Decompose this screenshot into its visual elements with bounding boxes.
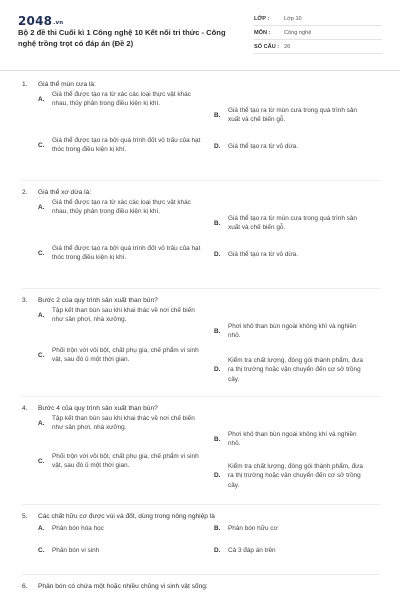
answer-option-a[interactable]: [38, 198, 207, 217]
question-stem: [22, 296, 382, 305]
option-text: Phân bón vi sinh: [52, 547, 100, 554]
answer-option-a[interactable]: [38, 524, 207, 533]
option-text: Giá thể được tạo ra từ xác các loại thực vật khác nhau, thủy phân trong điều kiện kị khí.: [52, 91, 191, 108]
question-number: 6.: [22, 583, 28, 590]
option-text: Tập kết than bùn sau khi khai thác về nơi chế biến như sân phơi, nhà xưởng.: [52, 307, 195, 324]
answer-option-b[interactable]: [214, 214, 368, 233]
question-separator: [22, 504, 380, 505]
logo-tld: .vn: [53, 20, 64, 26]
meta-table: [254, 12, 382, 54]
meta-key: LỚP :: [254, 15, 270, 22]
option-letter: B.: [214, 111, 221, 119]
question-6: [22, 582, 382, 591]
option-letter: D.: [214, 472, 221, 480]
option-letter: B.: [214, 435, 221, 443]
meta-value: 26: [284, 43, 291, 50]
answer-option-d[interactable]: [214, 462, 368, 490]
option-letter: C.: [38, 249, 45, 257]
answer-option-b[interactable]: [214, 106, 368, 125]
question-number: 5.: [22, 513, 28, 520]
option-letter: C.: [38, 547, 45, 554]
answer-option-d[interactable]: [214, 546, 368, 555]
option-letter: A.: [38, 419, 45, 427]
answer-option-d[interactable]: [214, 142, 368, 151]
meta-row-grade: [254, 12, 382, 26]
question-stem: [22, 80, 382, 89]
option-letter: A.: [38, 95, 45, 103]
option-letter: D.: [214, 366, 221, 374]
answer-option-b[interactable]: [214, 524, 368, 533]
option-text: Giá thể được tạo ra bởi quá trình đốt vỏ trấu của hạt thóc trong điều kiện kị khí.: [52, 137, 201, 154]
option-text: Phân bón hữu cơ: [228, 525, 278, 532]
question-2: [22, 188, 382, 197]
answer-option-d[interactable]: [214, 250, 368, 259]
option-letter: D.: [214, 251, 221, 258]
question-number: 4.: [22, 405, 28, 412]
header-divider: [0, 70, 400, 71]
question-number: 1.: [22, 81, 28, 88]
option-text: Kiểm tra chất lượng, đóng gói thành phẩm, đưa ra thị trường hoặc vận chuyển đến cơ sở trồng cây.: [228, 357, 363, 383]
logo-main: 2048: [18, 14, 53, 28]
site-logo[interactable]: [18, 14, 63, 28]
question-stem: [22, 582, 382, 591]
answer-option-c[interactable]: [38, 452, 207, 471]
option-text: Giá thể được tạo ra từ xác các loại thực vật khác nhau, thủy phân trong điều kiện kị khí.: [52, 199, 191, 216]
question-5: [22, 512, 382, 521]
question-number: 3.: [22, 297, 28, 304]
option-text: Cả 3 đáp án trên: [228, 547, 276, 554]
option-letter: C.: [38, 351, 45, 359]
option-text: Phân bón hóa học: [52, 525, 104, 532]
option-text: Phơi khô than bùn ngoài không khí và nghiền nhỏ.: [228, 431, 357, 448]
question-1: [22, 80, 382, 89]
question-text: Bước 2 của quy trình sản xuất than bùn?: [38, 297, 158, 304]
question-stem: [22, 512, 382, 521]
question-separator: [22, 180, 380, 181]
meta-key: SỐ CÂU :: [254, 43, 280, 50]
question-text: Giá thể xơ dừa là:: [38, 189, 92, 196]
option-text: Giá thể tạo ra từ vỏ dừa.: [228, 143, 299, 150]
question-text: Các chất hữu cơ được vùi và đốt, dùng trong nông nghiệp là: [38, 513, 215, 520]
meta-row-subject: [254, 26, 382, 40]
answer-option-c[interactable]: [38, 546, 207, 555]
answer-option-c[interactable]: [38, 244, 207, 263]
option-letter: D.: [214, 547, 221, 554]
option-text: Giá thể được tạo ra bởi quá trình đốt vỏ trấu của hạt thóc trong điều kiện kị khí.: [52, 245, 201, 262]
option-letter: B.: [214, 219, 221, 227]
question-4: [22, 404, 382, 413]
answer-option-b[interactable]: [214, 322, 368, 341]
option-letter: A.: [38, 203, 45, 211]
answer-option-b[interactable]: [214, 430, 368, 449]
question-text: Phân bón có chứa một hoặc nhiều chủng vi sinh vật sống:: [38, 583, 208, 590]
answer-option-c[interactable]: [38, 136, 207, 155]
document-title: Bộ 2 đề thi Cuối kì 1 Công nghệ 10 Kết nối tri thức - Công nghệ trồng trọt có đáp án (Đề 2): [18, 28, 226, 48]
question-3: [22, 296, 382, 305]
question-text: Giá thể mùn cưa là:: [38, 81, 96, 88]
option-letter: B.: [214, 525, 221, 532]
option-text: Phối trộn với vôi bột, chất phụ gia, chế phẩm vi sinh vật, sau đó ủ một thời gian.: [52, 453, 199, 470]
answer-option-d[interactable]: [214, 356, 368, 384]
option-text: Phơi khô than bùn ngoài không khí và nghiền nhỏ.: [228, 323, 357, 340]
question-separator: [22, 396, 380, 397]
meta-value: Công nghệ: [284, 29, 312, 36]
option-letter: B.: [214, 327, 221, 335]
answer-option-a[interactable]: [38, 306, 207, 325]
option-letter: A.: [38, 525, 45, 532]
option-text: Tập kết than bùn sau khi khai thác về nơi chế biến như sân phơi, nhà xưởng.: [52, 415, 195, 432]
question-stem: [22, 188, 382, 197]
meta-value: Lớp 10: [284, 15, 302, 22]
answer-option-c[interactable]: [38, 346, 207, 365]
question-number: 2.: [22, 189, 28, 196]
question-stem: [22, 404, 382, 413]
option-text: Giá thể tạo ra từ mùn cưa trong quá trình sản xuất và chế biến gỗ.: [228, 107, 357, 124]
meta-key: MÔN :: [254, 29, 271, 36]
question-separator: [22, 574, 380, 575]
question-text: Bước 4 của quy trình sản xuất than bùn?: [38, 405, 158, 412]
option-letter: D.: [214, 143, 221, 150]
answer-option-a[interactable]: [38, 414, 207, 433]
answer-option-a[interactable]: [38, 90, 207, 109]
option-letter: C.: [38, 457, 45, 465]
option-letter: A.: [38, 311, 45, 319]
question-separator: [22, 288, 380, 289]
meta-row-count: [254, 40, 382, 54]
document-header: [0, 0, 400, 68]
option-text: Giá thể tạo ra từ vỏ dừa.: [228, 251, 299, 258]
option-letter: C.: [38, 141, 45, 149]
option-text: Giá thể tạo ra từ mùn cưa trong quá trình sản xuất và chế biến gỗ.: [228, 215, 357, 232]
option-text: Phối trộn với vôi bột, chất phụ gia, chế phẩm vi sinh vật, sau đó ủ một thời gian.: [52, 347, 199, 364]
option-text: Kiểm tra chất lượng, đóng gói thành phẩm, đưa ra thị trường hoặc vận chuyển đến cơ sở trồng cây.: [228, 463, 363, 489]
